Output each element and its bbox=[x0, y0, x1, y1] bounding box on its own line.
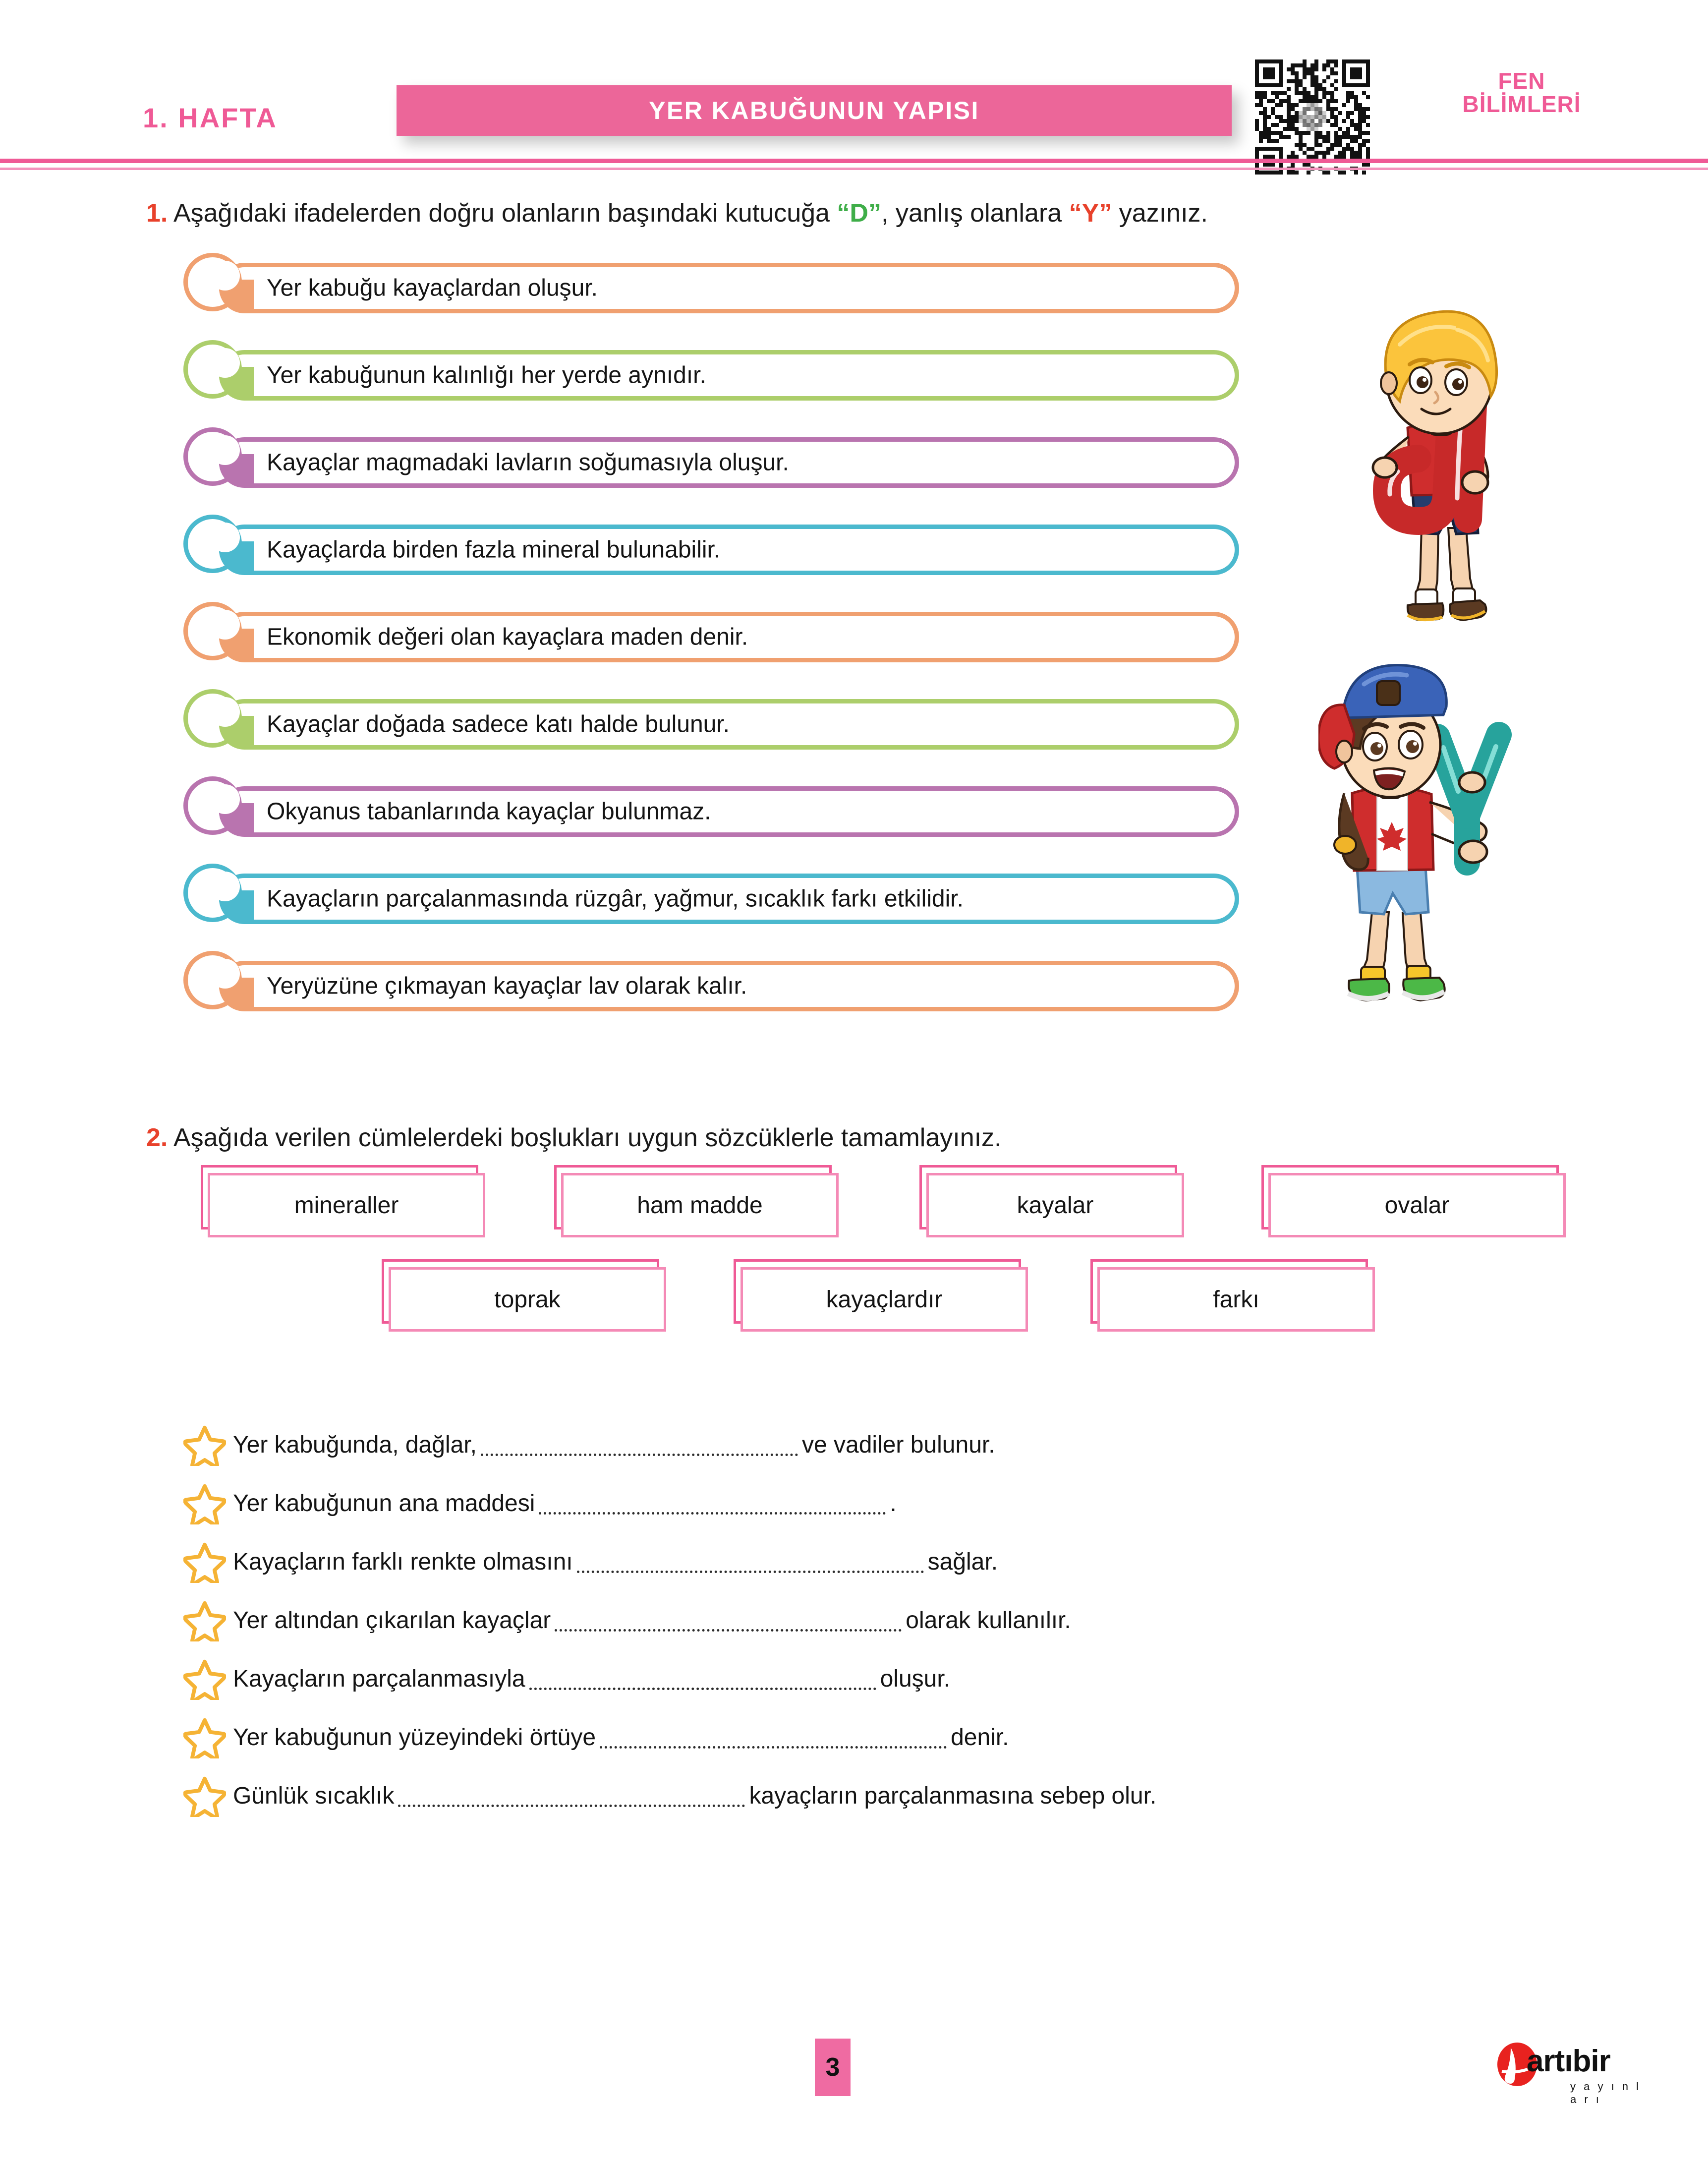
word-chip-label: farkı bbox=[1213, 1286, 1259, 1313]
word-chip-label: kayalar bbox=[1017, 1192, 1094, 1219]
question-1-text-part-2: , yanlış olanlara bbox=[881, 199, 1069, 228]
brand-label bbox=[1415, 69, 1628, 116]
star-outline-icon bbox=[183, 1482, 226, 1524]
question-1-prompt bbox=[146, 198, 1208, 228]
sentence-suffix-7: kayaçların parçalanmasına sebep olur. bbox=[749, 1782, 1157, 1809]
word-bank-row-2 bbox=[0, 1259, 1708, 1353]
statement-row-3 bbox=[183, 437, 1239, 488]
blank-field-2[interactable] bbox=[539, 1492, 886, 1515]
word-chip[interactable] bbox=[1261, 1165, 1559, 1239]
header-rule-thin bbox=[0, 168, 1708, 170]
question-2-text: Aşağıda verilen cümlelerdeki boşlukları uygun sözcüklerle tamamlayınız. bbox=[173, 1123, 1002, 1152]
statement-row-6 bbox=[183, 699, 1239, 750]
star-outline-icon bbox=[183, 1599, 226, 1641]
fill-in-blank-row-5 bbox=[183, 1649, 1571, 1708]
word-chip-label: mineraller bbox=[294, 1192, 399, 1219]
sentence-prefix-5: Kayaçların parçalanmasıyla bbox=[233, 1665, 525, 1692]
star-outline-icon bbox=[183, 1423, 226, 1466]
statement-row-1 bbox=[183, 263, 1239, 313]
word-chip-label: kayaçlardır bbox=[826, 1286, 943, 1313]
statement-text-3: Kayaçlar magmadaki lavların soğumasıyla oluşur. bbox=[267, 449, 789, 476]
question-1-text-part-1: Aşağıdaki ifadelerden doğru olanların başındaki kutucuğa bbox=[173, 199, 837, 228]
fill-in-blank-row-1 bbox=[183, 1415, 1571, 1474]
true-token: “D” bbox=[837, 199, 881, 228]
statement-row-7 bbox=[183, 786, 1239, 837]
sentence-suffix-5: oluşur. bbox=[880, 1665, 951, 1692]
logo-name: artıbir bbox=[1527, 2044, 1610, 2078]
sentence-prefix-1: Yer kabuğunda, dağlar, bbox=[233, 1431, 477, 1458]
fill-in-blank-list bbox=[183, 1415, 1571, 1825]
week-label: 1. HAFTA bbox=[143, 102, 278, 133]
sentence-suffix-4: olarak kullanılır. bbox=[906, 1607, 1071, 1634]
logo-subtitle: y a y ı n l a r ı bbox=[1570, 2080, 1642, 2106]
question-1-text-part-3: yazınız. bbox=[1112, 199, 1208, 228]
star-outline-icon bbox=[183, 1657, 226, 1700]
girl-holding-letter-y-illustration bbox=[1318, 649, 1532, 1011]
question-2-number: 2. bbox=[146, 1123, 168, 1152]
question-2-prompt bbox=[146, 1123, 1002, 1153]
sentence-suffix-6: denir. bbox=[951, 1724, 1009, 1751]
statement-text-1: Yer kabuğu kayaçlardan oluşur. bbox=[267, 275, 598, 301]
statement-text-5: Ekonomik değeri olan kayaçlara maden denir. bbox=[267, 624, 748, 650]
star-outline-icon bbox=[183, 1540, 226, 1583]
word-chip-label: toprak bbox=[494, 1286, 561, 1313]
blank-field-7[interactable] bbox=[398, 1784, 745, 1807]
publisher-logo bbox=[1496, 2038, 1645, 2106]
word-chip[interactable] bbox=[554, 1165, 832, 1239]
sentence-prefix-3: Kayaçların farklı renkte olmasını bbox=[233, 1548, 573, 1575]
word-chip[interactable] bbox=[201, 1165, 478, 1239]
statement-row-8 bbox=[183, 874, 1239, 924]
fill-in-blank-row-7 bbox=[183, 1766, 1571, 1825]
statement-text-2: Yer kabuğunun kalınlığı her yerde aynıdır. bbox=[267, 362, 706, 389]
fill-in-blank-row-4 bbox=[183, 1591, 1571, 1649]
sentence-prefix-4: Yer altından çıkarılan kayaçlar bbox=[233, 1607, 551, 1634]
word-chip[interactable] bbox=[382, 1259, 659, 1334]
sentence-suffix-2: . bbox=[890, 1490, 897, 1517]
boy-holding-letter-d-illustration bbox=[1333, 295, 1541, 622]
fill-in-blank-row-3 bbox=[183, 1532, 1571, 1591]
statement-row-9 bbox=[183, 961, 1239, 1011]
word-chip[interactable] bbox=[919, 1165, 1177, 1239]
word-chip[interactable] bbox=[734, 1259, 1021, 1334]
sentence-prefix-7: Günlük sıcaklık bbox=[233, 1782, 395, 1809]
qr-code-icon[interactable] bbox=[1255, 59, 1370, 175]
fill-in-blank-row-2 bbox=[183, 1474, 1571, 1532]
brand-line-2: BİLİMLERİ bbox=[1462, 91, 1581, 117]
blank-field-4[interactable] bbox=[555, 1609, 902, 1632]
sentence-prefix-6: Yer kabuğunun yüzeyindeki örtüye bbox=[233, 1724, 596, 1751]
statement-text-6: Kayaçlar doğada sadece katı halde bulunur. bbox=[267, 711, 730, 738]
fill-in-blank-row-6 bbox=[183, 1708, 1571, 1766]
statement-row-5 bbox=[183, 612, 1239, 662]
blank-field-5[interactable] bbox=[529, 1667, 876, 1690]
sentence-prefix-2: Yer kabuğunun ana maddesi bbox=[233, 1490, 535, 1517]
statement-text-8: Kayaçların parçalanmasında rüzgâr, yağmur, sıcaklık farkı etkilidir. bbox=[267, 885, 964, 912]
word-bank bbox=[0, 1165, 1708, 1353]
false-token: “Y” bbox=[1069, 199, 1112, 228]
statement-row-4 bbox=[183, 525, 1239, 575]
word-chip-label: ovalar bbox=[1384, 1192, 1450, 1219]
star-outline-icon bbox=[183, 1716, 226, 1758]
blank-field-1[interactable] bbox=[481, 1433, 798, 1456]
page-number-badge: 3 bbox=[815, 2039, 851, 2096]
statement-row-2 bbox=[183, 350, 1239, 401]
header-rule-thick bbox=[0, 159, 1708, 163]
word-chip[interactable] bbox=[1090, 1259, 1368, 1334]
page-header bbox=[0, 0, 1708, 169]
word-chip-label: ham madde bbox=[637, 1192, 763, 1219]
brand-line-1: FEN bbox=[1498, 68, 1545, 94]
star-outline-icon bbox=[183, 1774, 226, 1817]
page-title: YER KABUĞUNUN YAPISI bbox=[649, 97, 979, 124]
title-banner bbox=[397, 85, 1232, 136]
statement-list bbox=[183, 263, 1239, 1048]
statement-text-4: Kayaçlarda birden fazla mineral bulunabilir. bbox=[267, 536, 721, 563]
blank-field-3[interactable] bbox=[577, 1550, 924, 1573]
sentence-suffix-1: ve vadiler bulunur. bbox=[801, 1431, 995, 1458]
blank-field-6[interactable] bbox=[600, 1726, 947, 1749]
statement-text-9: Yeryüzüne çıkmayan kayaçlar lav olarak kalır. bbox=[267, 973, 747, 999]
word-bank-row-1 bbox=[0, 1165, 1708, 1259]
sentence-suffix-3: sağlar. bbox=[927, 1548, 998, 1575]
statement-text-7: Okyanus tabanlarında kayaçlar bulunmaz. bbox=[267, 798, 711, 825]
question-1-number: 1. bbox=[146, 199, 168, 228]
